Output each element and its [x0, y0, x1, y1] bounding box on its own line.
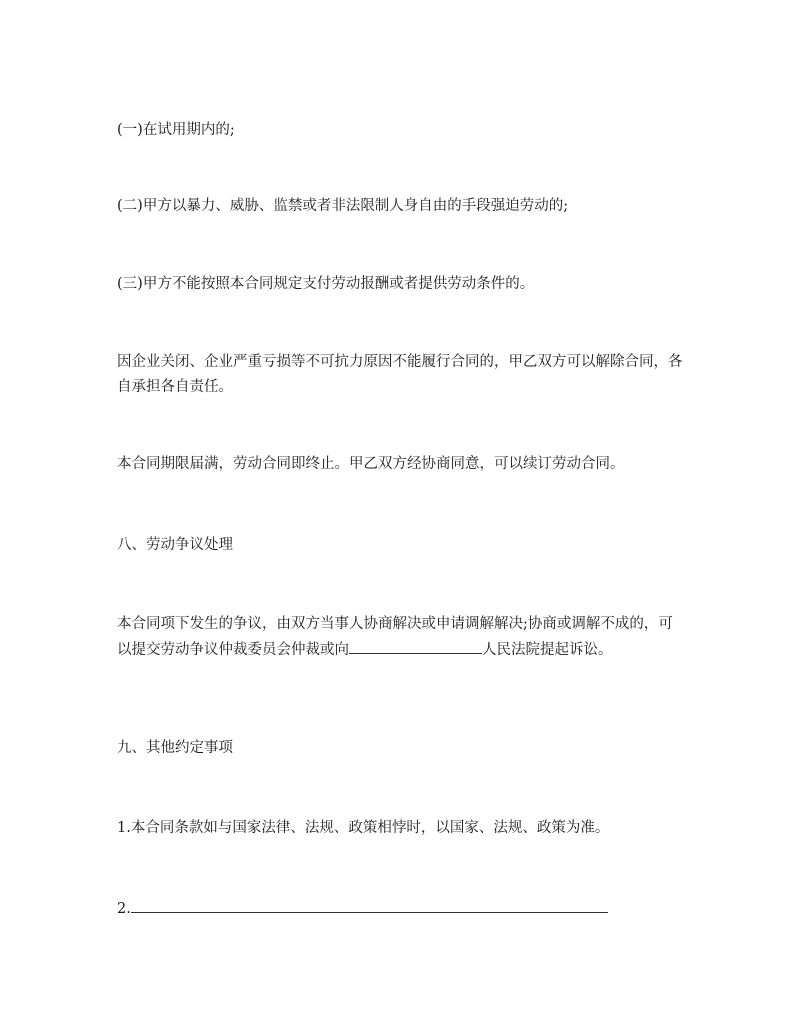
paragraph-dispute-resolution: [117, 612, 687, 663]
clause-probation: (一)在试用期内的;: [117, 122, 235, 138]
other-item-2-number: 2.: [117, 901, 131, 917]
section-heading-other: 九、其他约定事项: [117, 740, 233, 756]
clause-no-payment: (三)甲方不能按照本合同规定支付劳动报酬或者提供劳动条件的。: [117, 276, 535, 292]
other-item-2-blank: [131, 896, 608, 913]
clause-forced-labor: (二)甲方以暴力、威胁、监禁或者非法限制人身自由的手段强迫劳动的;: [117, 198, 569, 214]
court-name-blank: [349, 637, 482, 654]
paragraph-force-majeure: 因企业关闭、企业严重亏损等不可抗力原因不能履行合同的，甲乙双方可以解除合同，各自承担各自责任。: [117, 354, 683, 395]
dispute-text-before: 本合同项下发生的争议，由双方当事人协商解决或申请调解解决;协商或调解不成的，可以提交劳动争议仲裁委员会仲裁或向: [117, 616, 673, 658]
other-item-2: [117, 896, 687, 922]
other-item-1: 1.本合同条款如与国家法律、法规、政策相悖时，以国家、法规、政策为准。: [117, 820, 610, 836]
paragraph-contract-expiry: 本合同期限届满，劳动合同即终止。甲乙双方经协商同意，可以续订劳动合同。: [117, 456, 625, 472]
section-heading-dispute: 八、劳动争议处理: [117, 537, 233, 553]
dispute-text-after: 人民法院提起诉讼。: [482, 642, 613, 658]
